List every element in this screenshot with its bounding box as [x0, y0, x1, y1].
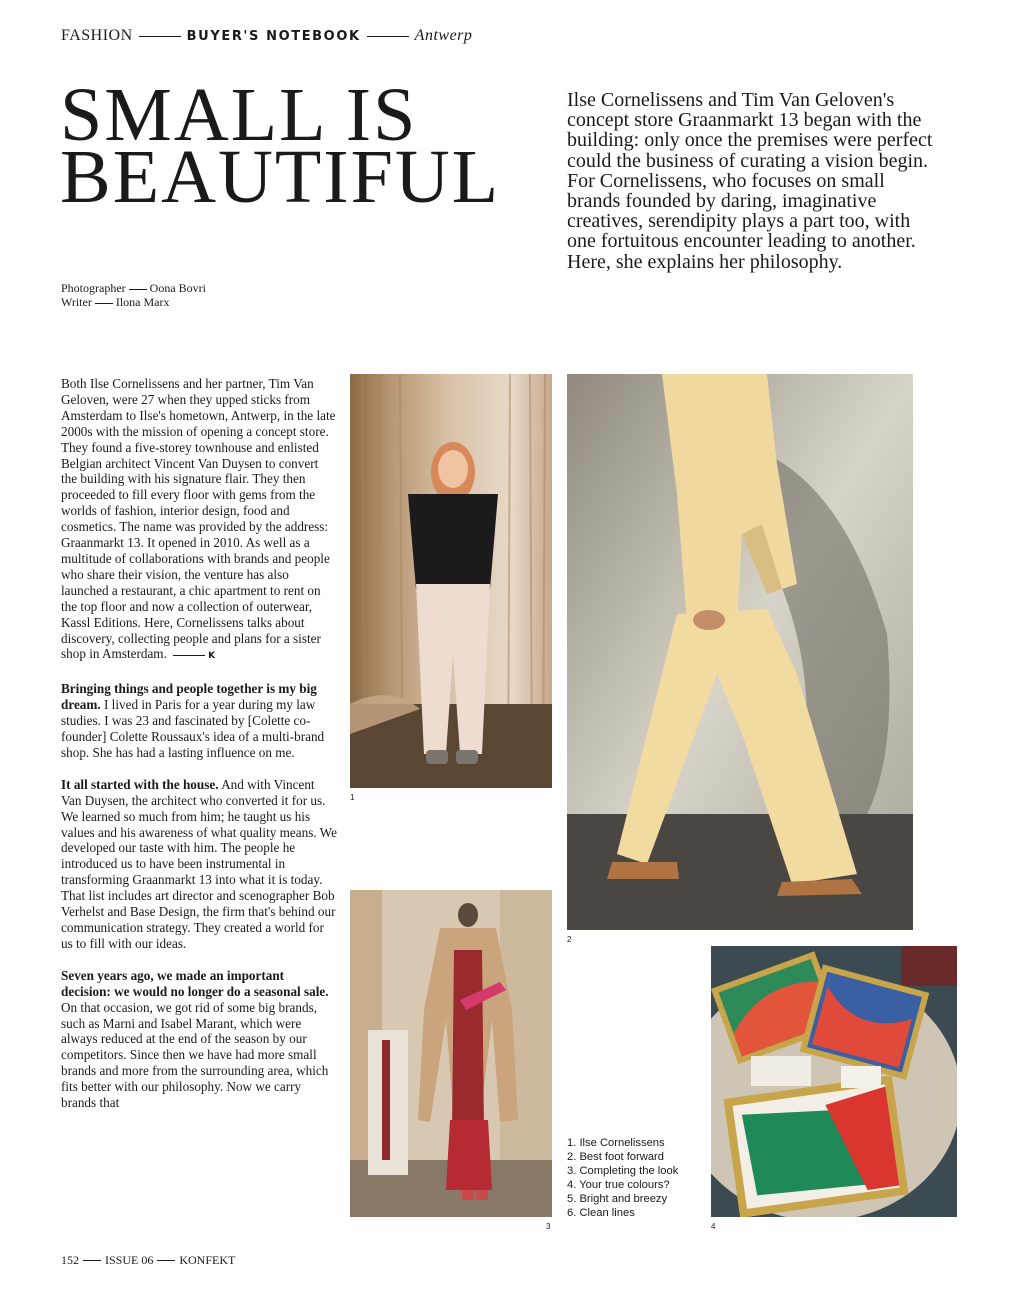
body-paragraph [61, 681, 337, 761]
paragraph-text: And with Vincent Van Duysen, the architect who converted it for us. We learned so much from him; he taught us his values and his awareness of what quality means. We developed our taste with him. The people he introduced us to have been instrumental in transforming Graanmarkt 13 into what it is today. That list includes art director and scenographer Bob Verhelst and Base Design, the firm that's behind our communication strategy. They created a world for us to fill with our ideas. [61, 776, 337, 951]
photo-number: 3 [546, 1222, 551, 1231]
page-footer [61, 1253, 235, 1268]
end-rule [173, 655, 205, 656]
paragraph-text: Both Ilse Cornelissens and her partner, Tim Van Geloven, were 27 when they upped sticks from Amsterdam to Ilse's hometown, Antwerp, in the late 2000s with the mission of opening a concept store. They found a five-storey townhouse and enlisted Belgian architect Vincent Van Duysen to convert the building with his signature flair. They then proceeded to fill every floor with gems from the worlds of fashion, interior design, food and cosmetics. The name was provided by the address: Graanmarkt 13. It opened in 2010. As well as a multitude of collaborations with brands and people who share their vision, the venture has also launched a restaurant, a chic apartment to rent on the top floor and now a collection of outerwear, Kassl Editions. Here, Cornelissens talks about discovery, collecting people and plans for a sister shop in Amsterdam. [61, 376, 336, 662]
photo-number: 4 [711, 1222, 716, 1231]
credit-divider [129, 289, 147, 290]
paragraph-lead: Seven years ago, we made an important decision: we would no longer do a seasonal sale. [61, 967, 329, 999]
mannequin-image [350, 890, 552, 1217]
issue-label: ISSUE 06 [105, 1253, 154, 1267]
city-label: Antwerp [414, 27, 473, 44]
writer-name: Ilona Marx [115, 295, 170, 309]
caption-item: 3. Completing the look [567, 1164, 679, 1177]
paragraph-text: I lived in Paris for a year during my law studies. I was 23 and fascinated by [Colette co-founder] Colette Roussaux's idea of a multi-brand shop. She has had a lasting influence on me. [61, 697, 325, 760]
footer-divider [83, 1260, 101, 1261]
walking-image [567, 374, 913, 930]
article-title [60, 73, 501, 219]
caption-item: 5. Bright and breezy [567, 1192, 668, 1205]
scarves-image [711, 946, 957, 1217]
paragraph-text: On that occasion, we got rid of some big brands, such as Marni and Isabel Marant, which were always reduced at the end of the season by our competitors. Since then we have had more small brands and more from the surrounding area, which fits better with our philosophy. Now we carry brands that [61, 999, 329, 1111]
footer-divider [157, 1260, 175, 1261]
photographer-label: Photographer [61, 281, 126, 295]
magazine-name: KONFEKT [179, 1253, 236, 1267]
article-credits [61, 281, 206, 309]
photo-captions [567, 1137, 678, 1220]
header-divider [139, 36, 181, 37]
photo-scarves [711, 946, 957, 1217]
section-label: FASHION [61, 27, 133, 44]
body-paragraph [61, 968, 337, 1111]
photo-mannequin [350, 890, 552, 1217]
end-mark: K [208, 651, 216, 662]
page-number: 152 [61, 1253, 79, 1267]
photo-walking [567, 374, 913, 930]
writer-credit [61, 295, 206, 309]
credit-divider [95, 303, 113, 304]
body-paragraph [61, 777, 337, 952]
series-label: BUYER'S NOTEBOOK [186, 28, 361, 44]
caption-item: 6. Clean lines [567, 1206, 635, 1219]
photo-portrait [350, 374, 552, 788]
title-line-1: SMALL IS [60, 73, 418, 157]
caption-item: 4. Your true colours? [567, 1178, 670, 1191]
paragraph-lead: Bringing things and people together is my big dream. [61, 681, 317, 713]
caption-item: 2. Best foot forward [567, 1150, 665, 1163]
photographer-credit [61, 281, 206, 295]
section-header [61, 27, 472, 45]
portrait-image [350, 374, 552, 788]
article-intro: Ilse Cornelissens and Tim Van Geloven's concept store Graanmarkt 13 began with the building: only once the premises were perfect could the business of curating a vision begin. For Cornelissens, who focuses on small brands founded by daring, imaginative creatives, serendipity plays a part too, with one fortuitous encounter leading to another. Here, she explains her philosophy. [567, 89, 933, 273]
body-paragraph [61, 376, 337, 665]
caption-item: 1. Ilse Cornelissens [567, 1137, 665, 1149]
paragraph-lead: It all started with the house. [61, 776, 219, 792]
header-divider [367, 36, 409, 37]
photo-number: 1 [350, 793, 355, 802]
photo-number: 2 [567, 935, 572, 944]
article-body [61, 376, 337, 1127]
writer-label: Writer [61, 295, 92, 309]
title-line-2: BEAUTIFUL [60, 135, 501, 219]
photographer-name: Oona Bovri [149, 281, 206, 295]
